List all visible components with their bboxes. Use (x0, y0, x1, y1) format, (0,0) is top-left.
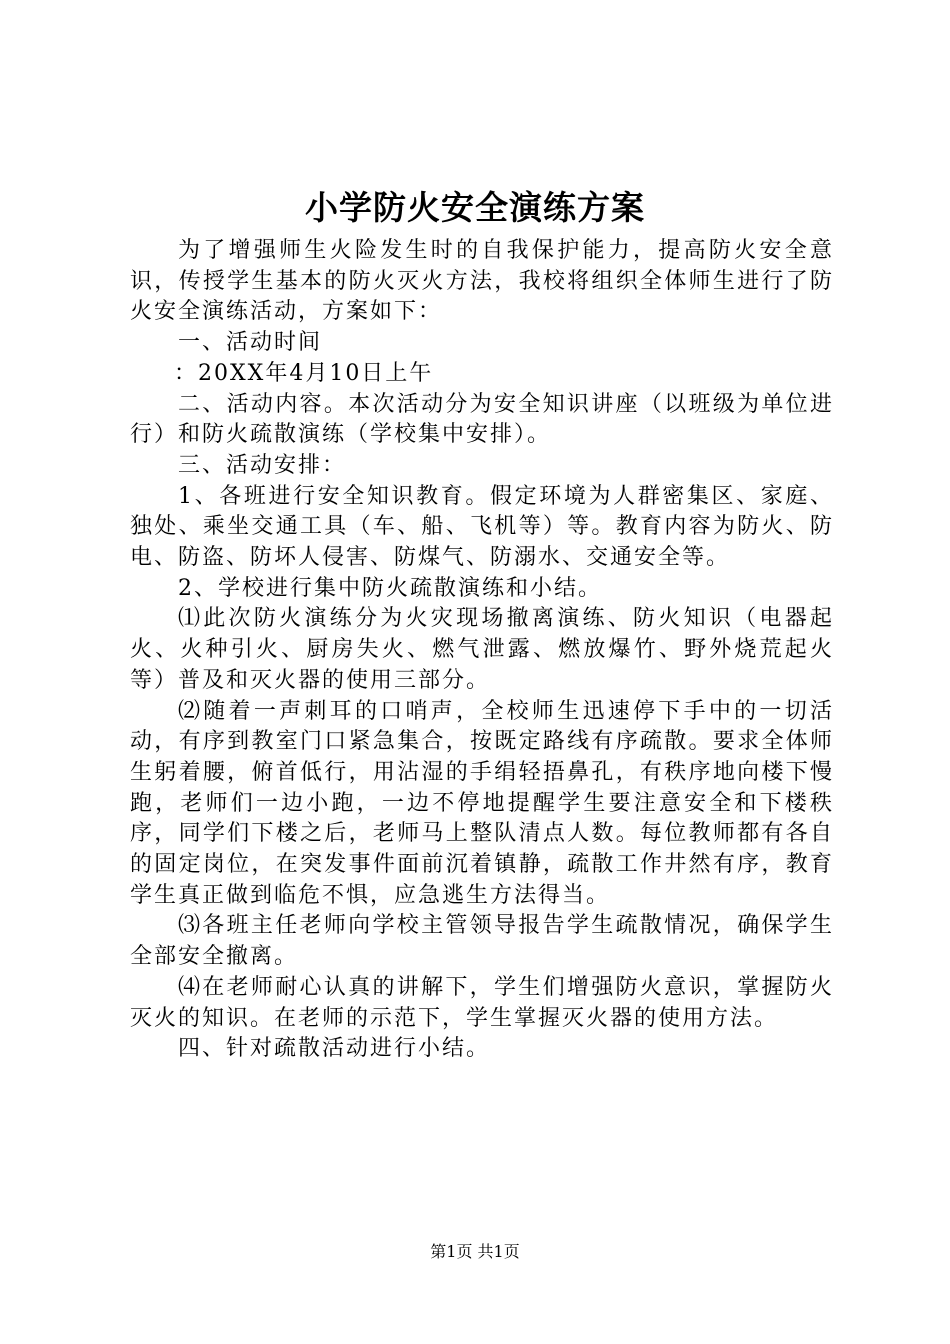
paragraph-section-4: 四、针对疏散活动进行小结。 (178, 1036, 491, 1062)
paragraph-item-1: 1、各班进行安全知识教育。假定环境为人群密集区、家庭、独处、乘坐交通工具（车、船、飞机等）等。教育内容为防火、防电、防盗、防坏人侵害、防煤气、防溺水、交通安全等。 (130, 483, 834, 571)
paragraph-subitem-3: ⑶各班主任老师向学校主管领导报告学生疏散情况，确保学生全部安全撤离。 (130, 913, 834, 970)
document-body (130, 236, 834, 1065)
paragraph-intro: 为了增强师生火险发生时的自我保护能力，提高防火安全意识，传授学生基本的防火灭火方法，我校将组织全体师生进行了防火安全演练活动，方案如下： (130, 238, 834, 325)
paragraph-item-2: 2、学校进行集中防火疏散演练和小结。 (178, 575, 602, 601)
paragraph-subitem-4: ⑷在老师耐心认真的讲解下，学生们增强防火意识，掌握防火灭火的知识。在老师的示范下，学生掌握灭火器的使用方法。 (130, 974, 834, 1031)
paragraph-section-1-heading: 一、活动时间 (178, 330, 323, 356)
paragraph-activity-time: ：20XX年4月10日上午 (174, 360, 434, 386)
document-title: 小学防火安全演练方案 (305, 188, 645, 227)
paragraph-subitem-1: ⑴此次防火演练分为火灾现场撤离演练、防火知识（电器起火、火种引火、厨房失火、燃气泄露、燃放爆竹、野外烧荒起火等）普及和灭火器的使用三部分。 (130, 606, 834, 693)
paragraph-section-2: 二、活动内容。本次活动分为安全知识讲座（以班级为单位进行）和防火疏散演练（学校集中安排）。 (130, 391, 834, 448)
paragraph-subitem-2: ⑵随着一声刺耳的口哨声，全校师生迅速停下手中的一切活动，有序到教室门口紧急集合，按既定路线有序疏散。要求全体师生躬着腰，俯首低行，用沾湿的手绢轻捂鼻孔，有秩序地向楼下慢跑，老师们一边小跑，一边不停地提醒学生要注意安全和下楼秩序，同学们下楼之后，老师马上整队清点人数。每位教师都有各自的固定岗位，在突发事件面前沉着镇静，疏散工作井然有序，教育学生真正做到临危不惧，应急逃生方法得当。 (130, 698, 834, 908)
page-number-footer: 第1页 共1页 (430, 1242, 520, 1261)
paragraph-section-3-heading: 三、活动安排： (178, 452, 347, 478)
